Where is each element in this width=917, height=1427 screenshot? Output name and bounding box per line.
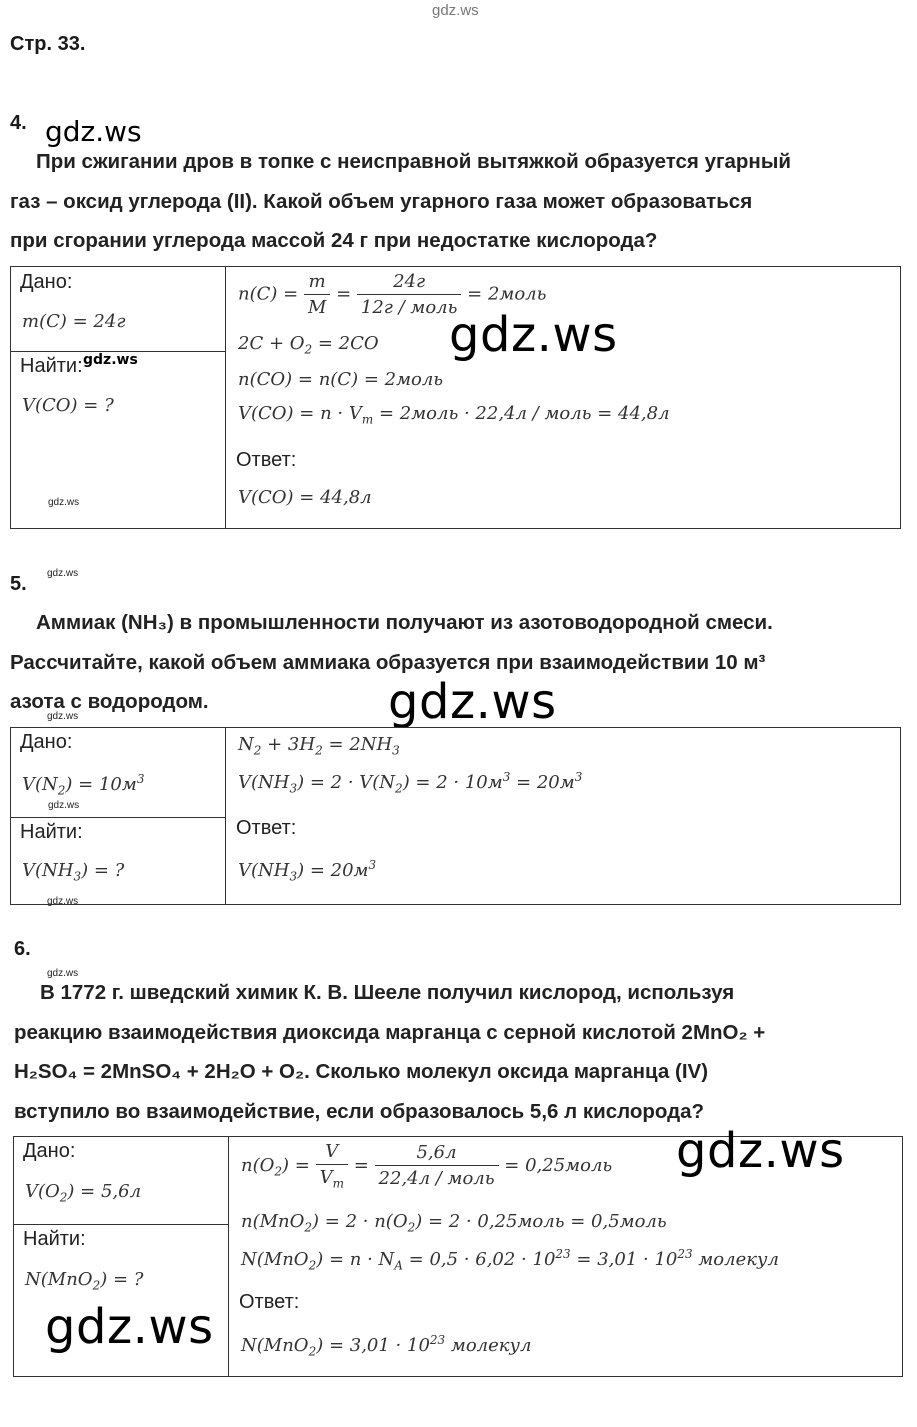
problem-4-line-2: газ – оксид углерода (II). Какой объем угарного газа может образоваться <box>10 189 753 213</box>
given-label: Дано: <box>20 731 73 753</box>
problem-4-number: 4. <box>10 112 27 134</box>
problem-4-solution-table <box>10 266 901 529</box>
problem-4-line-3: при сгорании углерода массой 24 г при недостатке кислорода? <box>10 229 658 252</box>
given-value: $V(O_2) = 5,6л$ <box>25 1181 142 1205</box>
watermark: gdz.ws <box>45 1299 214 1355</box>
watermark: gdz.ws <box>388 674 557 730</box>
answer-value: $N(MnO_2) = 3,01 \cdot 10^{23}$ молекул <box>241 1333 532 1359</box>
problem-6-line-1: В 1772 г. шведский химик К. В. Шееле получил кислород, используя <box>40 981 735 1004</box>
answer-label: Ответ: <box>236 449 297 471</box>
given-value: m(C) = 24г <box>22 311 126 332</box>
page-header: Стр. 33. <box>10 33 86 55</box>
watermark: gdz.ws <box>676 1123 845 1179</box>
watermark-top: gdz.ws <box>432 2 479 19</box>
watermark: gdz.ws <box>48 800 80 811</box>
problem-5-line-2: Рассчитайте, какой объем аммиака образуется при взаимодействии 10 м³ <box>10 650 766 674</box>
formula-ratio: n(CO) = n(C) = 2моль <box>238 369 444 390</box>
find-label: Найти: <box>20 355 83 377</box>
problem-6-number: 6. <box>14 938 31 960</box>
watermark: gdz.ws <box>449 307 618 363</box>
watermark: gdz.ws <box>47 568 79 579</box>
watermark: gdz.ws <box>47 711 79 722</box>
problem-5-number: 5. <box>10 573 27 595</box>
problem-5-line-1: Аммиак (NH₃) в промышленности получают из азотоводородной смеси. <box>36 611 773 634</box>
find-label: Найти: <box>23 1228 86 1250</box>
formula-ratio: $n(MnO_2) = 2 \cdot n(O_2) = 2$ · 0,25моль = 0,5моль <box>241 1211 667 1235</box>
answer-value: V(CO) = 44,8л <box>238 487 372 508</box>
problem-6-text <box>14 973 874 1131</box>
formula-moles: $n(O_2)$ = $\frac{V}{V_m}$ = $\frac{5,6л}{\text{22,4л / моль}}$ = 0,25моль <box>241 1141 613 1191</box>
find-value: N(MnO$_2$) = ? <box>25 1269 144 1293</box>
answer-label: Ответ: <box>239 1291 300 1313</box>
answer-value: $V(NH_3) = 20м^3$ <box>238 858 377 884</box>
watermark: gdz.ws <box>48 497 80 508</box>
problem-4-text <box>10 142 872 261</box>
problem-5-solution-table <box>10 727 901 905</box>
problem-6-line-3: H₂SO₄ = 2MnSO₄ + 2H₂O + O₂. Сколько молекул оксида марганца (IV) <box>14 1060 709 1083</box>
problem-6-solution-table <box>13 1123 903 1377</box>
formula-moles: n(C) = $\frac{m}{M}$ = $\frac{24г}{\text{12г / моль}}$ = 2моль <box>238 271 547 318</box>
formula-reaction: $N_2 + 3H_2 = 2NH_3$ <box>238 734 400 758</box>
formula-volume: $V(NH_3) = 2 \cdot V(N_2) = 2 \cdot 10м^3 = 20м^3$ <box>238 770 583 796</box>
find-value: V(CO) = ? <box>22 395 114 416</box>
watermark: gdz.ws <box>47 968 79 979</box>
given-label: Дано: <box>23 1140 76 1162</box>
watermark: gdz.ws <box>45 115 142 148</box>
answer-label: Ответ: <box>236 817 297 839</box>
problem-6-line-4: вступило во взаимодействие, если образовалось 5,6 л кислорода? <box>14 1099 705 1123</box>
formula-volume: $V(CO) = n \cdot V_m$ = 2моль · 22,4л / моль = 44,8л <box>238 403 670 427</box>
given-value: $V(N_2) = 10м^3$ <box>22 772 145 798</box>
find-value: $V(NH_3)$ = ? <box>22 860 125 884</box>
formula-molecules: $N(MnO_2) = n \cdot N_A = 0,5 \cdot 6,02 \cdot 10^{23} = 3,01 \cdot 10^{23}$ молекул <box>241 1247 779 1273</box>
watermark: gdz.ws <box>83 352 138 368</box>
problem-4-line-1: При сжигании дров в топке с неисправной вытяжкой образуется угарный <box>36 150 791 173</box>
find-label: Найти: <box>20 821 83 843</box>
given-label: Дано: <box>20 271 73 293</box>
problem-6-line-2: реакцию взаимодействия диоксида марганца с серной кислотой 2MnO₂ + <box>14 1020 766 1044</box>
problem-5-line-3: азота с водородом. <box>10 690 209 713</box>
formula-reaction: $2C + O_2 = 2CO$ <box>238 333 379 357</box>
watermark: gdz.ws <box>47 896 79 907</box>
